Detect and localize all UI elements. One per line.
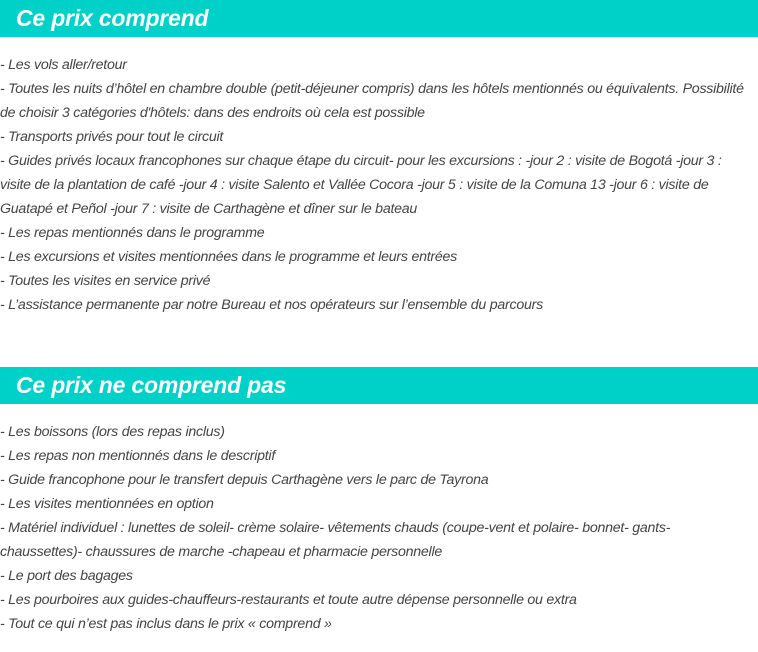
list-item: - Les excursions et visites mentionnées dans le programme et leurs entrées xyxy=(0,249,458,265)
list-item: - Transports privés pour tout le circuit xyxy=(0,129,224,145)
list-item: - Les vols aller/retour xyxy=(0,57,127,73)
list-item: - Guide francophone pour le transfert depuis Carthagène vers le parc de Tayrona xyxy=(0,472,489,488)
included-list xyxy=(0,53,752,317)
excluded-section xyxy=(0,367,758,632)
list-item: - Toutes les nuits d’hôtel en chambre double (petit-déjeuner compris) dans les hôtels mentionnés ou équivalents. Possibilité de choisir 3 catégories d'hôtels: dans des endroits où cela est possible xyxy=(0,81,744,121)
list-item: - Matériel individuel : lunettes de soleil- crème solaire- vêtements chauds (coupe-vent et polaire- bonnet- gants- chaussettes)- chaussures de marche -chapeau et pharmacie personnelle xyxy=(0,520,671,560)
list-item: - Les visites mentionnées en option xyxy=(0,496,214,512)
list-item: - Guides privés locaux francophones sur chaque étape du circuit- pour les excursions : -jour 2 : visite de Bogotá -jour 3 : visite de la plantation de café -jour 4 : visite Salento et Vallée Cocora -jour 5 : visite de la Comuna 13 -jour 6 : visite de Guatapé et Peñol -jour 7 : visite de Carthagène et dîner sur le bateau xyxy=(0,153,722,217)
excluded-section-title: Ce prix ne comprend pas xyxy=(0,367,758,404)
list-item: - Les boissons (lors des repas inclus) xyxy=(0,424,225,440)
list-item: - Les pourboires aux guides-chauffeurs-restaurants et toute autre dépense personnelle ou extra xyxy=(0,592,577,608)
list-item: - Tout ce qui n’est pas inclus dans le prix « comprend » xyxy=(0,616,332,632)
list-item: - Les repas mentionnés dans le programme xyxy=(0,225,265,241)
included-section-title: Ce prix comprend xyxy=(0,0,758,37)
list-item: - L’assistance permanente par notre Bureau et nos opérateurs sur l’ensemble du parcours xyxy=(0,297,543,313)
list-item: - Le port des bagages xyxy=(0,568,133,584)
excluded-list xyxy=(0,420,752,636)
list-item: - Toutes les visites en service privé xyxy=(0,273,211,289)
list-item: - Les repas non mentionnés dans le descriptif xyxy=(0,448,276,464)
included-section xyxy=(0,0,758,313)
